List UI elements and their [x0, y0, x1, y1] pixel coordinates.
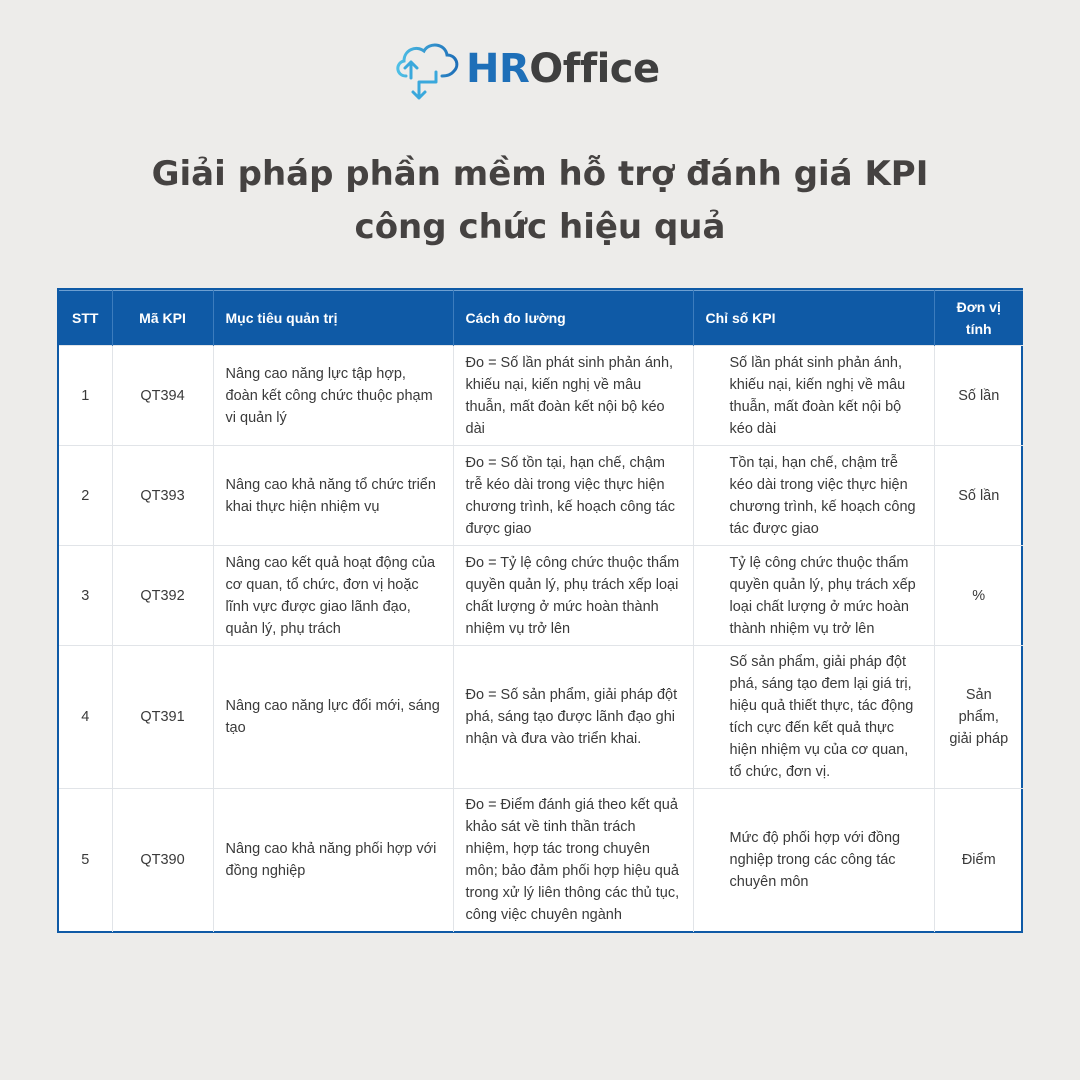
- column-header-kpi-indicator: Chỉ số KPI: [693, 291, 934, 346]
- brand-name-office: Office: [529, 46, 660, 92]
- cell-stt: 1: [59, 346, 112, 446]
- column-header-unit: Đơn vị tính: [934, 291, 1023, 346]
- cell-stt: 4: [59, 646, 112, 789]
- column-header-kpi-code: Mã KPI: [112, 291, 213, 346]
- cell-objective: Nâng cao năng lực tập hợp, đoàn kết công chức thuộc phạm vi quản lý: [213, 346, 453, 446]
- cell-objective: Nâng cao năng lực đổi mới, sáng tạo: [213, 646, 453, 789]
- table-row: [59, 789, 1023, 932]
- cell-kpi-code: QT394: [112, 346, 213, 446]
- cell-objective: Nâng cao khả năng tổ chức triển khai thực hiện nhiệm vụ: [213, 446, 453, 546]
- brand-name: [466, 46, 660, 92]
- cell-kpi-code: QT391: [112, 646, 213, 789]
- cell-measurement: Đo = Điểm đánh giá theo kết quả khảo sát về tinh thần trách nhiệm, hợp tác trong chuyên môn; bảo đảm phối hợp hiệu quả trong xử lý liên thông các thủ tục, công việc chuyên ngành: [453, 789, 693, 932]
- page-title: [0, 148, 1080, 254]
- cell-kpi-indicator: Tỷ lệ công chức thuộc thẩm quyền quản lý, phụ trách xếp loại chất lượng ở mức hoàn thành nhiệm vụ trở lên: [693, 546, 934, 646]
- table-row: [59, 346, 1023, 446]
- page-title-line-1: Giải pháp phần mềm hỗ trợ đánh giá KPI: [151, 154, 929, 194]
- cloud-sync-icon: [392, 36, 464, 102]
- cell-unit: Số lần: [934, 446, 1023, 546]
- cell-measurement: Đo = Số sản phẩm, giải pháp đột phá, sáng tạo được lãnh đạo ghi nhận và đưa vào triển khai.: [453, 646, 693, 789]
- table-header-row: [59, 291, 1023, 346]
- kpi-table: [59, 290, 1023, 932]
- cell-measurement: Đo = Tỷ lệ công chức thuộc thẩm quyền quản lý, phụ trách xếp loại chất lượng ở mức hoàn thành nhiệm vụ trở lên: [453, 546, 693, 646]
- table-row: [59, 646, 1023, 789]
- cell-kpi-code: QT392: [112, 546, 213, 646]
- cell-objective: Nâng cao khả năng phối hợp với đồng nghiệp: [213, 789, 453, 932]
- column-header-measurement: Cách đo lường: [453, 291, 693, 346]
- kpi-table-container: [57, 288, 1023, 933]
- table-row: [59, 446, 1023, 546]
- column-header-stt: STT: [59, 291, 112, 346]
- brand-name-hr: HR: [466, 46, 530, 92]
- cell-stt: 3: [59, 546, 112, 646]
- cell-unit: Số lần: [934, 346, 1023, 446]
- cell-kpi-indicator: Tồn tại, hạn chế, chậm trễ kéo dài trong việc thực hiện chương trình, kế hoạch công tác được giao: [693, 446, 934, 546]
- cell-kpi-indicator: Số lần phát sinh phản ánh, khiếu nại, kiến nghị về mâu thuẫn, mất đoàn kết nội bộ kéo dài: [693, 346, 934, 446]
- cell-stt: 5: [59, 789, 112, 932]
- cell-objective: Nâng cao kết quả hoạt động của cơ quan, tổ chức, đơn vị hoặc lĩnh vực được giao lãnh đạo, quản lý, phụ trách: [213, 546, 453, 646]
- cell-kpi-indicator: Số sản phẩm, giải pháp đột phá, sáng tạo đem lại giá trị, hiệu quả thiết thực, tác động tích cực đến kết quả thực hiện nhiệm vụ của cơ quan, tổ chức, đơn vị.: [693, 646, 934, 789]
- cell-stt: 2: [59, 446, 112, 546]
- cell-kpi-indicator: Mức độ phối hợp với đồng nghiệp trong các công tác chuyên môn: [693, 789, 934, 932]
- cell-unit: Điểm: [934, 789, 1023, 932]
- brand-logo: [392, 36, 660, 102]
- table-row: [59, 546, 1023, 646]
- cell-kpi-code: QT390: [112, 789, 213, 932]
- cell-unit: %: [934, 546, 1023, 646]
- cell-unit: Sản phẩm, giải pháp: [934, 646, 1023, 789]
- cell-kpi-code: QT393: [112, 446, 213, 546]
- cell-measurement: Đo = Số lần phát sinh phản ánh, khiếu nại, kiến nghị về mâu thuẫn, mất đoàn kết nội bộ kéo dài: [453, 346, 693, 446]
- cell-measurement: Đo = Số tồn tại, hạn chế, chậm trễ kéo dài trong việc thực hiện chương trình, kế hoạch công tác được giao: [453, 446, 693, 546]
- column-header-objective: Mục tiêu quản trị: [213, 291, 453, 346]
- page-title-line-2: công chức hiệu quả: [354, 207, 726, 247]
